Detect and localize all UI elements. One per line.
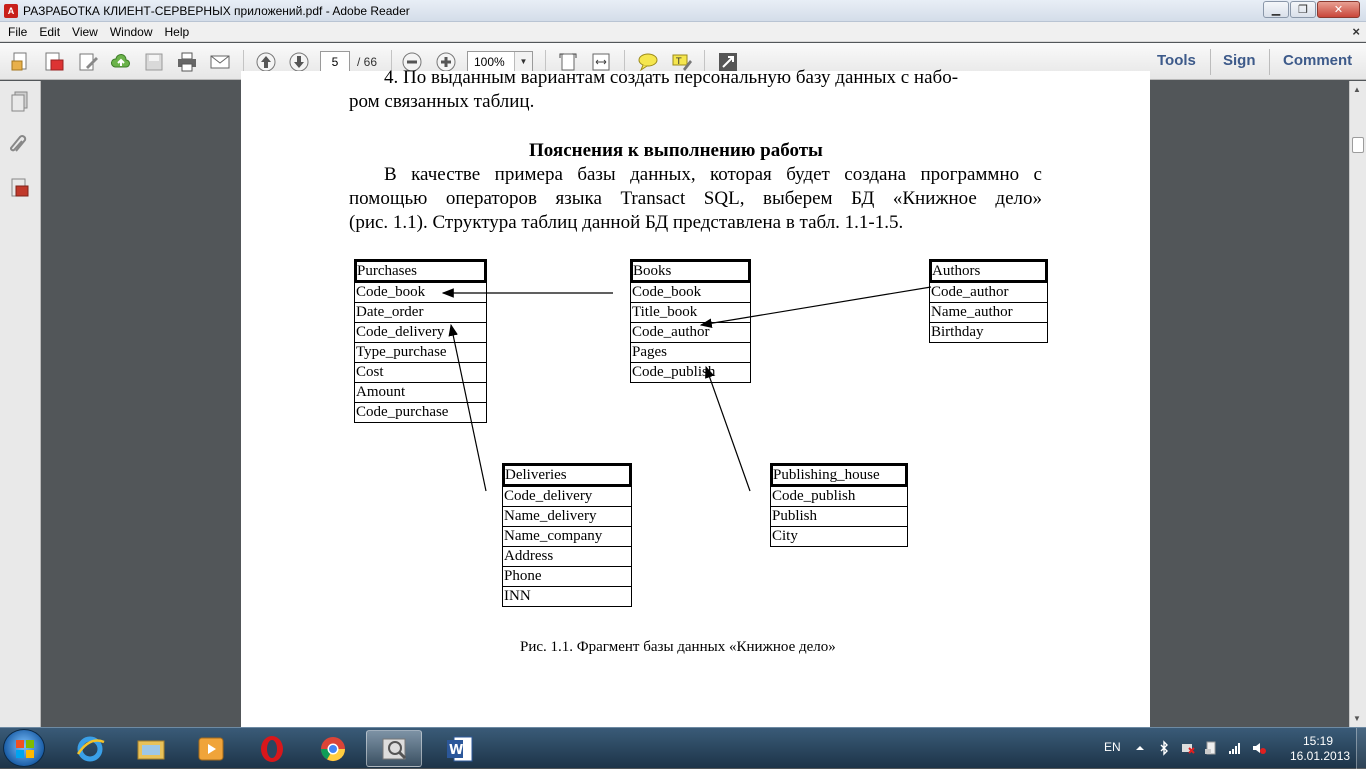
window-title: РАЗРАБОТКА КЛИЕНТ-СЕРВЕРНЫХ приложений.pdf - Adobe Reader (23, 3, 410, 18)
vertical-scrollbar[interactable] (1349, 81, 1366, 727)
volume-muted-icon[interactable] (1252, 741, 1266, 755)
chevron-down-icon[interactable]: ▼ (514, 52, 532, 72)
entity-field: Code_book (354, 283, 487, 303)
paragraph-line-2: помощью операторов языка Transact SQL, выберем БД «Книжное дело» (349, 188, 1042, 209)
scroll-thumb[interactable] (1352, 137, 1364, 153)
entity-field: Name_author (929, 303, 1048, 323)
menu-file[interactable]: File (8, 24, 28, 39)
entity-field: Code_publish (630, 363, 751, 383)
item-4-line-2: ром связанных таблиц. (349, 91, 535, 112)
item-4-line-1: 4. По выданным вариантам создать персональную базу данных с набо- (384, 67, 959, 88)
microsoft-word-icon[interactable] (432, 730, 488, 767)
edit-pdf-icon[interactable] (76, 50, 100, 74)
entity-header: Deliveries (502, 463, 632, 487)
window-controls (1263, 1, 1360, 18)
entity-books (630, 259, 751, 383)
scroll-down-icon[interactable]: ▼ (1353, 714, 1361, 723)
figure-caption: Рис. 1.1. Фрагмент базы данных «Книжное дело» (520, 639, 836, 655)
menu-edit[interactable]: Edit (39, 24, 61, 39)
clock[interactable] (1290, 734, 1351, 764)
adobe-reader-icon: A (4, 4, 18, 18)
entity-header: Publishing_house (770, 463, 908, 487)
email-icon[interactable] (208, 50, 232, 74)
clock-time: 15:19 (1302, 734, 1334, 748)
close-button[interactable]: ✕ (1317, 1, 1360, 18)
windows-explorer-icon[interactable] (123, 730, 179, 767)
toolbar-separator (1269, 49, 1270, 75)
entity-field: Code_delivery (502, 487, 632, 507)
entity-field: Title_book (630, 303, 751, 323)
entity-field: Name_company (502, 527, 632, 547)
taskbar (0, 727, 1366, 768)
start-button[interactable] (3, 729, 45, 767)
clock-date: 16.01.2013 (1290, 749, 1351, 763)
attachments-icon[interactable] (8, 133, 32, 157)
toolbar-separator (1210, 49, 1211, 75)
entity-field: Phone (502, 567, 632, 587)
signal-strength-icon[interactable] (1228, 741, 1242, 755)
entity-header: Books (630, 259, 751, 283)
sign-pane-button[interactable]: Sign (1223, 52, 1256, 69)
print-icon[interactable] (175, 50, 199, 74)
entity-field: Pages (630, 343, 751, 363)
entity-field: Cost (354, 363, 487, 383)
bluetooth-icon[interactable] (1157, 741, 1171, 755)
upload-cloud-icon[interactable] (109, 50, 133, 74)
open-file-icon[interactable] (9, 50, 33, 74)
entity-field: Publish (770, 507, 908, 527)
menu-view[interactable]: View (72, 24, 98, 39)
entity-deliveries (502, 463, 632, 607)
svg-text:T: T (676, 57, 682, 67)
entity-purchases (354, 259, 487, 423)
menu-window[interactable]: Window (109, 24, 153, 39)
tools-pane-button[interactable]: Tools (1157, 52, 1196, 69)
entity-field: Address (502, 547, 632, 567)
windows-logo-icon (16, 740, 34, 758)
minimize-button[interactable]: ▁ (1263, 1, 1289, 18)
close-document-button[interactable]: × (1352, 24, 1360, 39)
paragraph-line-3: (рис. 1.1). Структура таблиц данной БД представлена в табл. 1.1-1.5. (349, 212, 904, 233)
page-number-input[interactable]: 5 (320, 51, 350, 73)
document-viewer[interactable] (41, 67, 1349, 727)
scroll-up-icon[interactable]: ▲ (1353, 85, 1361, 94)
pdf-page (241, 67, 1150, 731)
show-desktop-button[interactable] (1356, 728, 1366, 769)
show-hidden-icons-icon[interactable] (1133, 741, 1147, 755)
entity-header: Authors (929, 259, 1048, 283)
entity-field: Type_purchase (354, 343, 487, 363)
opera-browser-icon[interactable] (244, 730, 300, 767)
maximize-button[interactable]: ❐ (1290, 1, 1316, 18)
network-disconnected-icon[interactable] (1181, 741, 1195, 755)
entity-field: Amount (354, 383, 487, 403)
signatures-icon[interactable] (8, 176, 32, 200)
entity-field: Code_book (630, 283, 751, 303)
svg-text:W: W (449, 742, 464, 758)
chrome-browser-icon[interactable] (305, 730, 361, 767)
entity-publishing-house (770, 463, 908, 547)
entity-field: Code_author (929, 283, 1048, 303)
entity-field: Name_delivery (502, 507, 632, 527)
entity-authors (929, 259, 1048, 343)
paragraph-line-1: В качестве примера базы данных, которая будет создана программно с (384, 164, 1042, 185)
menu-help[interactable]: Help (164, 24, 190, 39)
entity-field: Date_order (354, 303, 487, 323)
entity-field: Code_delivery (354, 323, 487, 343)
entity-field: Birthday (929, 323, 1048, 343)
internet-explorer-icon[interactable] (62, 730, 118, 767)
page-thumbnails-icon[interactable] (8, 89, 32, 113)
entity-header: Purchases (354, 259, 487, 283)
section-heading: Пояснения к выполнению работы (529, 140, 823, 161)
create-pdf-icon[interactable] (42, 50, 66, 74)
media-player-icon[interactable] (183, 730, 239, 767)
entity-field: INN (502, 587, 632, 607)
menu-bar (0, 22, 1366, 42)
page-total: / 66 (357, 55, 378, 69)
save-icon[interactable] (142, 50, 166, 74)
device-icon[interactable] (1204, 741, 1218, 755)
navigation-panel (0, 81, 41, 727)
entity-field: Code_author (630, 323, 751, 343)
input-language[interactable]: EN (1104, 740, 1121, 754)
entity-field: Code_purchase (354, 403, 487, 423)
comment-pane-button[interactable]: Comment (1283, 52, 1353, 69)
adobe-reader-taskbar-icon[interactable] (366, 730, 422, 767)
publisher-books-link (706, 367, 750, 491)
zoom-value: 100% (474, 55, 505, 69)
entity-field: City (770, 527, 908, 547)
entity-field: Code_publish (770, 487, 908, 507)
title-bar (0, 0, 1366, 22)
